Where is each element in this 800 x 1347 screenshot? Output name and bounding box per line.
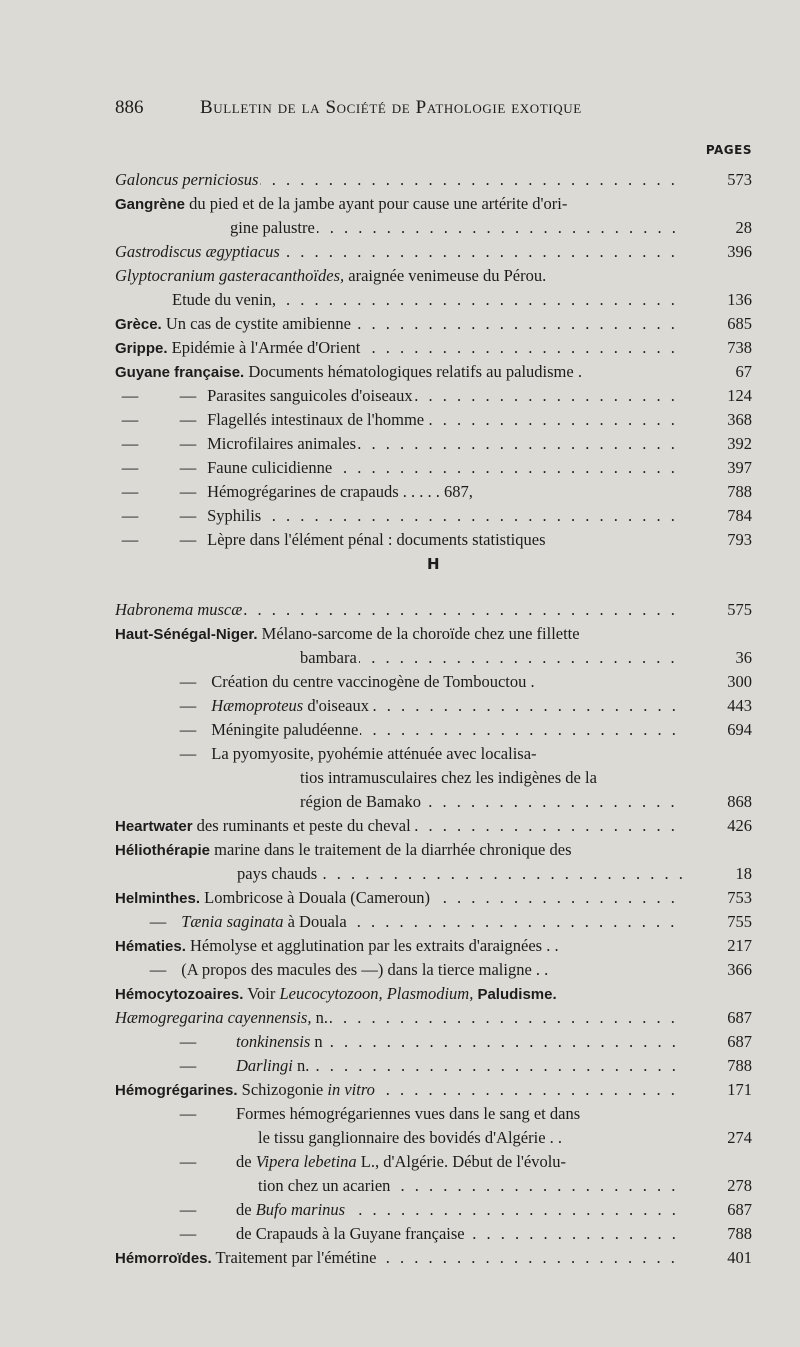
entry-text — [115, 194, 569, 213]
ditto-dash: — — [179, 720, 197, 739]
entry-keyword: Hématies. — [115, 938, 186, 955]
entry-italic-term: in vitro — [327, 1080, 375, 1099]
index-entry — [172, 288, 682, 312]
entry-text — [300, 648, 359, 667]
entry-keyword: Guyane française. — [115, 364, 245, 381]
entry-text — [258, 1128, 564, 1147]
entry-fragment: Schizogonie — [237, 1080, 328, 1099]
entry-fragment: de Crapauds à la Guyane française — [203, 1224, 465, 1243]
entry-text — [173, 1104, 582, 1123]
page-reference: 300 — [727, 672, 752, 691]
page-reference: 755 — [727, 912, 752, 931]
page-reference: 18 — [735, 864, 752, 883]
entry-fragment: du pied et de la jambe ayant pour cause une artérite d'ori- — [185, 194, 568, 213]
entry-text — [173, 1032, 325, 1051]
index-entry — [115, 886, 682, 910]
entry-text — [115, 840, 574, 859]
ditto-dash: — — [179, 672, 197, 691]
ditto-dash: — — [121, 458, 139, 477]
entry-text — [115, 1008, 330, 1027]
page-reference: 392 — [727, 434, 752, 453]
entry-text — [115, 170, 260, 189]
entry-text — [115, 1248, 378, 1267]
entry-italic-term: Glyptocranium gasteracanthoïdes, — [115, 266, 345, 285]
entry-fragment: pays chauds — [237, 864, 318, 883]
index-entry — [115, 360, 682, 384]
page-reference: 738 — [727, 338, 752, 357]
index-entry — [115, 982, 682, 1006]
page-reference: 274 — [727, 1128, 752, 1147]
index-entry — [258, 1174, 682, 1198]
ditto-dash: — — [179, 482, 197, 501]
entry-fragment: bambara — [300, 648, 357, 667]
entry-text — [173, 1200, 347, 1219]
section-letter: H — [427, 555, 440, 573]
entry-fragment: Epidémie à l'Armée d'Orient — [167, 338, 361, 357]
entry-text — [115, 600, 244, 619]
entry-italic-term: tonkinensis — [236, 1032, 311, 1051]
index-entry — [115, 336, 682, 360]
entry-keyword: Héliothérapie — [115, 842, 211, 859]
index-entry — [173, 742, 682, 766]
entry-fragment: n — [310, 1032, 323, 1051]
entry-text — [115, 362, 584, 381]
page-reference: 793 — [727, 530, 752, 549]
entry-text — [115, 410, 426, 429]
entry-fragment: le tissu ganglionnaire des bovidés d'Algérie . . — [258, 1128, 563, 1147]
entry-keyword: Heartwater — [115, 818, 193, 835]
ditto-dash: — — [121, 434, 139, 453]
entry-text — [115, 624, 582, 643]
index-entry — [300, 790, 682, 814]
entry-fragment: Mélano-sarcome de la choroïde chez une fillette — [257, 624, 580, 643]
ditto-dash: — — [121, 530, 139, 549]
index-entry — [237, 862, 682, 886]
page-reference: 788 — [727, 1224, 752, 1243]
page-reference: 687 — [727, 1032, 752, 1051]
entry-fragment: n. — [292, 1056, 310, 1075]
page-reference: 687 — [727, 1200, 752, 1219]
entry-fragment — [203, 1032, 236, 1051]
index-entry — [173, 670, 682, 694]
ditto-dash: — — [179, 696, 197, 715]
entry-italic-term: Leucocytozoon, Plasmodium, — [279, 984, 474, 1003]
index-entry — [173, 1150, 682, 1174]
entry-italic-term: Darlingi — [236, 1056, 293, 1075]
entry-keyword: Paludisme. — [477, 986, 557, 1003]
page-reference: 397 — [727, 458, 752, 477]
index-entry — [173, 1054, 682, 1078]
page-reference: 401 — [727, 1248, 752, 1267]
index-entry — [173, 694, 682, 718]
entry-fragment — [203, 696, 211, 715]
ditto-dash: — — [121, 482, 139, 501]
entry-fragment: araignée venimeuse du Pérou. — [344, 266, 547, 285]
page-reference: 687 — [727, 1008, 752, 1027]
entry-text — [115, 506, 263, 525]
entry-text — [115, 984, 559, 1003]
index-entry — [115, 1006, 682, 1030]
index-entry — [115, 408, 682, 432]
entry-fragment: d'oiseaux — [303, 696, 369, 715]
entry-fragment: de — [203, 1152, 256, 1171]
entry-text — [115, 266, 548, 285]
entry-fragment: tios intramusculaires chez les indigènes de la — [300, 768, 597, 787]
ditto-dash: — — [179, 458, 197, 477]
page-reference: 36 — [735, 648, 752, 667]
index-entry — [115, 622, 682, 646]
entry-text — [258, 1176, 392, 1195]
entry-text — [115, 936, 561, 955]
entry-fragment: n. — [311, 1008, 328, 1027]
entry-italic-term: Vipera lebetina — [255, 1152, 357, 1171]
entry-text — [115, 816, 413, 835]
entry-text — [173, 696, 371, 715]
ditto-dash: — — [179, 1224, 197, 1243]
entry-fragment: tion chez un acarien — [258, 1176, 391, 1195]
entry-text — [300, 768, 599, 787]
page-reference: 868 — [727, 792, 752, 811]
ditto-dash: — — [121, 410, 139, 429]
entry-text — [172, 290, 278, 309]
entry-italic-term: Hæmogregarina cayennensis, — [115, 1008, 312, 1027]
page-number: 886 — [115, 97, 144, 118]
index-entry — [115, 480, 682, 504]
page-reference: 788 — [727, 1056, 752, 1075]
ditto-dash: — — [179, 410, 197, 429]
entry-fragment: Lèpre dans l'élément pénal : documents statistiques — [203, 530, 546, 549]
entry-italic-term: Habronema muscæ — [115, 600, 243, 619]
entry-text — [230, 218, 317, 237]
ditto-dash: — — [179, 434, 197, 453]
entry-fragment: Formes hémogrégariennes vues dans le sang et dans — [203, 1104, 581, 1123]
ditto-dash: — — [121, 386, 139, 405]
entry-fragment: Documents hématologiques relatifs au paludisme . — [244, 362, 582, 381]
ditto-dash: — — [179, 1200, 197, 1219]
entry-fragment: région de Bamako — [300, 792, 421, 811]
ditto-dash: — — [179, 386, 197, 405]
index-entry — [115, 432, 682, 456]
entry-keyword: Helminthes. — [115, 890, 201, 907]
index-entry — [230, 216, 682, 240]
page-reference: 67 — [735, 362, 752, 381]
ditto-dash: — — [179, 506, 197, 525]
entry-italic-term: Tænia saginata — [181, 912, 284, 931]
entry-fragment: Flagellés intestinaux de l'homme — [203, 410, 425, 429]
entry-text — [173, 1152, 568, 1171]
entry-fragment: Hémolyse et agglutination par les extraits d'araignées . . — [185, 936, 559, 955]
entry-keyword: Hémorroïdes. — [115, 1250, 212, 1267]
index-entry — [115, 838, 682, 862]
entry-fragment: Faune culicidienne — [203, 458, 333, 477]
entry-text — [115, 386, 415, 405]
entry-keyword: Hémocytozoaires. — [115, 986, 244, 1003]
entry-italic-term: Bufo marinus — [255, 1200, 346, 1219]
entry-text — [115, 314, 353, 333]
index-entry — [173, 1222, 682, 1246]
entry-fragment: de — [203, 1200, 256, 1219]
index-entry — [115, 1246, 682, 1270]
entry-text — [115, 888, 432, 907]
ditto-dash: — — [121, 506, 139, 525]
entry-fragment: La pyomyosite, pyohémie atténuée avec localisa- — [203, 744, 537, 763]
ditto-dash: — — [149, 912, 167, 931]
entry-fragment: Création du centre vaccinogène de Tombouctou . — [203, 672, 535, 691]
index-entry — [115, 598, 682, 622]
entry-text — [173, 1056, 311, 1075]
index-entry — [115, 456, 682, 480]
page-reference: 443 — [727, 696, 752, 715]
page-reference: 573 — [727, 170, 752, 189]
page-reference: 136 — [727, 290, 752, 309]
entry-text — [115, 482, 475, 501]
index-entry — [115, 528, 682, 552]
entry-keyword: Grèce. — [115, 316, 162, 333]
ditto-dash: — — [179, 1056, 197, 1075]
index-entry — [173, 1030, 682, 1054]
entry-text — [237, 864, 319, 883]
page-reference: 171 — [727, 1080, 752, 1099]
index-entry — [115, 1078, 682, 1102]
page-reference: 685 — [727, 314, 752, 333]
entry-fragment: marine dans le traitement de la diarrhée chronique des — [210, 840, 572, 859]
entry-text — [173, 720, 360, 739]
index-entry — [115, 504, 682, 528]
entry-keyword: Haut-Sénégal-Niger. — [115, 626, 258, 643]
ditto-dash: — — [179, 1152, 197, 1171]
entry-fragment: Etude du venin, — [172, 290, 277, 309]
entry-fragment: Méningite paludéenne — [203, 720, 359, 739]
index-entry — [258, 1126, 682, 1150]
entry-italic-term: Hæmoproteus — [211, 696, 304, 715]
journal-title: Bulletin de la Société de Pathologie exotique — [200, 97, 582, 118]
ditto-dash: — — [149, 960, 167, 979]
entry-fragment: Voir — [243, 984, 280, 1003]
entry-fragment: Lombricose à Douala (Cameroun) — [200, 888, 431, 907]
entry-text — [115, 458, 334, 477]
entry-fragment: L., d'Algérie. Début de l'évolu- — [356, 1152, 567, 1171]
entry-text — [143, 960, 550, 979]
entry-text — [300, 792, 423, 811]
entry-text — [115, 242, 282, 261]
page-reference: 368 — [727, 410, 752, 429]
entry-fragment: (A propos des macules des —) dans la tierce maligne . . — [173, 960, 549, 979]
ditto-dash: — — [179, 744, 197, 763]
index-entry — [143, 958, 682, 982]
entry-fragment: Syphilis — [203, 506, 262, 525]
index-entry — [115, 934, 682, 958]
entry-fragment: Hémogrégarines de crapauds . . . . . 687, — [203, 482, 473, 501]
page-reference: 396 — [727, 242, 752, 261]
entry-text — [115, 530, 548, 549]
entry-fragment — [173, 912, 181, 931]
page-reference: 28 — [735, 218, 752, 237]
index-entry — [115, 192, 682, 216]
entry-fragment — [203, 1056, 236, 1075]
ditto-dash: — — [179, 530, 197, 549]
entry-text — [173, 744, 539, 763]
page-reference: 426 — [727, 816, 752, 835]
index-entry — [300, 646, 682, 670]
index-entry — [115, 814, 682, 838]
entry-fragment: Traitement par l'émétine — [211, 1248, 377, 1267]
page-reference: 694 — [727, 720, 752, 739]
index-entry — [143, 910, 682, 934]
ditto-dash: — — [179, 1104, 197, 1123]
index-entry — [300, 766, 682, 790]
entry-italic-term: Gastrodiscus ægyptiacus — [115, 242, 280, 261]
page-reference: 575 — [727, 600, 752, 619]
entry-fragment: à Douala — [283, 912, 347, 931]
index-entry — [173, 1102, 682, 1126]
index-entry — [115, 168, 682, 192]
page-reference: 217 — [727, 936, 752, 955]
entry-text — [143, 912, 349, 931]
index-entry — [115, 384, 682, 408]
page-reference: 784 — [727, 506, 752, 525]
index-entry — [115, 264, 682, 288]
entry-keyword: Hémogrégarines. — [115, 1082, 238, 1099]
entry-italic-term: Galoncus perniciosus — [115, 170, 259, 189]
entry-fragment: Microfilaires animales — [203, 434, 357, 453]
entry-fragment: des ruminants et peste du cheval — [192, 816, 411, 835]
entry-keyword: Gangrène — [115, 196, 186, 213]
entry-text — [115, 434, 358, 453]
entry-fragment: Un cas de cystite amibienne — [161, 314, 351, 333]
pages-column-label: PAGES — [705, 143, 752, 157]
entry-text — [173, 672, 537, 691]
entry-text — [115, 338, 362, 357]
entry-text — [173, 1224, 467, 1243]
page-reference: 278 — [727, 1176, 752, 1195]
index-entry — [115, 312, 682, 336]
page-reference: 124 — [727, 386, 752, 405]
index-entry — [115, 240, 682, 264]
index-entry — [173, 1198, 682, 1222]
entry-keyword: Grippe. — [115, 340, 168, 357]
entry-fragment: gine palustre — [230, 218, 315, 237]
page-reference: 366 — [727, 960, 752, 979]
entry-fragment: Parasites sanguicoles d'oiseaux — [203, 386, 413, 405]
page-reference: 788 — [727, 482, 752, 501]
page-reference: 753 — [727, 888, 752, 907]
index-entry — [173, 718, 682, 742]
entry-text — [115, 1080, 377, 1099]
ditto-dash: — — [179, 1032, 197, 1051]
